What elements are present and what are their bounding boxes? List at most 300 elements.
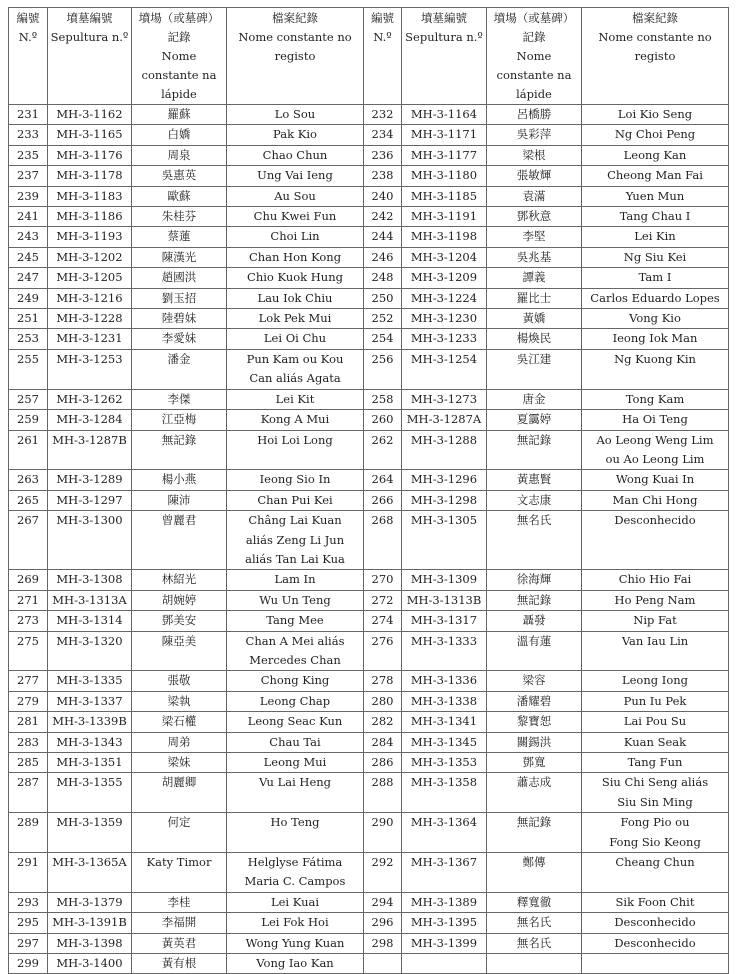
tombstone-name-text: 文志康	[516, 492, 552, 507]
entry-number-text: 256	[371, 351, 394, 366]
header-tombstone-name: 墳場（或墓碑）記錄 Nome constante na lápide	[487, 8, 582, 105]
grave-number-text: MH-3-1209	[410, 270, 478, 285]
grave-number-text: MH-3-1289	[56, 472, 123, 487]
right-grave-number	[402, 892, 487, 912]
right-grave-number	[402, 611, 487, 631]
right-registry-name	[582, 753, 729, 773]
grave-number-text: MH-3-1355	[56, 775, 123, 790]
registry-name-text: Tang Chau I	[619, 209, 691, 224]
right-registry-name	[582, 590, 729, 610]
grave-number-text: MH-3-1389	[410, 894, 478, 909]
right-entry-number	[364, 773, 402, 813]
right-grave-number	[402, 813, 487, 853]
registry-name-text: Chong King	[260, 673, 330, 688]
tombstone-name-text: 鄭傳	[522, 855, 546, 870]
registry-name-text: Loi Kio Seng	[617, 107, 693, 121]
tombstone-name-text: 梁容	[522, 673, 546, 688]
right-entry-number	[364, 470, 402, 490]
registry-name-text: Lei Fok Hoi	[261, 915, 329, 930]
header-grave-number: 墳墓編號 Sepultura n.º	[402, 8, 487, 105]
registry-name-text: Pak Kio	[273, 127, 317, 142]
right-registry-name	[582, 309, 729, 329]
tombstone-name-text: 林紹光	[161, 572, 197, 587]
entry-number-text: 283	[17, 734, 39, 749]
entry-number-text: 235	[17, 147, 39, 162]
entry-number-text: 274	[371, 613, 394, 628]
left-entry-number	[9, 166, 48, 186]
left-entry-number	[9, 105, 48, 125]
left-tombstone-name	[132, 691, 227, 711]
entry-number-text: 277	[17, 673, 39, 688]
registry-name-text: Leong Seac Kun	[247, 714, 343, 729]
left-tombstone-name	[132, 105, 227, 125]
header-registry-name: 檔案紀錄 Nome constante no registo	[582, 8, 729, 105]
right-tombstone-name	[487, 268, 582, 288]
header-grave-number: 墳墓編號 Sepultura n.º	[48, 8, 132, 105]
registry-name-text: Ho Teng	[270, 815, 320, 830]
grave-number-text: MH-3-1287A	[406, 412, 482, 427]
registry-name-text: Leong Chap	[259, 693, 331, 708]
right-grave-number	[402, 105, 487, 125]
left-tombstone-name	[132, 853, 227, 893]
right-tombstone-name	[487, 570, 582, 590]
left-grave-number	[48, 247, 132, 267]
left-entry-number	[9, 933, 48, 953]
tombstone-name-text: 無名氏	[516, 513, 552, 528]
right-tombstone-name	[487, 125, 582, 145]
right-grave-number	[402, 954, 487, 974]
header-registry-name: 檔案紀錄 Nome constante no registo	[227, 8, 364, 105]
grave-number-text: MH-3-1171	[410, 127, 478, 142]
registry-name-text: Vu Lai Heng	[258, 775, 332, 790]
right-entry-number	[364, 813, 402, 853]
entry-number-text: 240	[371, 188, 394, 203]
right-registry-name	[582, 853, 729, 893]
right-tombstone-name	[487, 671, 582, 691]
right-entry-number	[364, 712, 402, 732]
tombstone-name-text: 梁執	[167, 693, 191, 708]
grave-number-text: MH-3-1336	[410, 673, 478, 688]
left-tombstone-name	[132, 309, 227, 329]
grave-number-text: MH-3-1233	[410, 331, 478, 346]
registry-name-text: Desconhecido	[614, 513, 696, 528]
right-entry-number	[364, 892, 402, 912]
grave-number-text: MH-3-1178	[56, 168, 123, 183]
left-registry-name	[227, 349, 364, 389]
registry-name-text: Lei Kuai	[270, 894, 320, 909]
right-tombstone-name	[487, 329, 582, 349]
left-grave-number	[48, 933, 132, 953]
registry-name-text: Desconhecido	[614, 915, 696, 930]
table-row	[9, 853, 729, 893]
right-tombstone-name	[487, 349, 582, 389]
right-entry-number	[364, 349, 402, 389]
grave-number-text: MH-3-1333	[410, 633, 478, 648]
entry-number-text: 289	[17, 815, 39, 830]
left-grave-number	[48, 954, 132, 974]
entry-number-text: 286	[371, 755, 394, 769]
entry-number-text: 272	[371, 592, 394, 607]
left-registry-name	[227, 125, 364, 145]
right-grave-number	[402, 773, 487, 813]
grave-number-text: MH-3-1284	[56, 412, 123, 427]
right-grave-number	[402, 227, 487, 247]
right-entry-number	[364, 631, 402, 671]
left-grave-number	[48, 105, 132, 125]
registry-name-text: Vong Kio	[629, 311, 681, 326]
grave-number-text: MH-3-1253	[56, 351, 123, 366]
registry-name-text: Choi Lin	[270, 229, 320, 244]
left-tombstone-name	[132, 511, 227, 570]
right-entry-number	[364, 511, 402, 570]
registry-page	[8, 7, 728, 974]
grave-registry-table	[8, 7, 729, 974]
tombstone-name-text: 陳沛	[167, 492, 191, 507]
table-row	[9, 753, 729, 773]
left-grave-number	[48, 773, 132, 813]
table-row	[9, 712, 729, 732]
registry-name-text: Chan Hon Kong	[248, 249, 342, 264]
left-tombstone-name	[132, 389, 227, 409]
left-entry-number	[9, 611, 48, 631]
registry-name-text: Leong Iong	[621, 673, 689, 688]
tombstone-name-text: 吳惠英	[161, 168, 197, 183]
entry-number-text: 242	[371, 209, 394, 224]
entry-number-text: 241	[17, 209, 39, 224]
left-tombstone-name	[132, 933, 227, 953]
tombstone-name-text: 張敬	[167, 673, 191, 688]
left-entry-number	[9, 511, 48, 570]
right-entry-number	[364, 125, 402, 145]
grave-number-text: MH-3-1176	[56, 147, 123, 162]
left-tombstone-name	[132, 732, 227, 752]
left-entry-number	[9, 691, 48, 711]
right-entry-number	[364, 933, 402, 953]
entry-number-text: 252	[371, 311, 394, 326]
entry-number-text: 297	[17, 935, 39, 950]
right-grave-number	[402, 570, 487, 590]
tombstone-name-text: 無記錄	[516, 432, 552, 447]
right-entry-number	[364, 732, 402, 752]
registry-name-line: Pun Kam ou Kou	[246, 351, 344, 366]
right-grave-number	[402, 933, 487, 953]
registry-name-text: Lai Pou Su	[623, 714, 687, 729]
right-registry-name	[582, 247, 729, 267]
grave-number-text: MH-3-1202	[56, 249, 123, 264]
grave-number-text: MH-3-1345	[410, 734, 478, 749]
tombstone-name-text: 楊小燕	[161, 472, 197, 487]
left-tombstone-name	[132, 570, 227, 590]
table-row	[9, 227, 729, 247]
registry-name-text: Tong Kam	[625, 391, 685, 406]
grave-number-text: MH-3-1313A	[52, 592, 127, 607]
entry-number-text: 284	[371, 734, 394, 749]
registry-name-line: Helglyse Fátima	[247, 855, 343, 870]
grave-number-text: MH-3-1339B	[52, 714, 127, 729]
left-grave-number	[48, 853, 132, 893]
table-row	[9, 329, 729, 349]
left-registry-name	[227, 309, 364, 329]
left-grave-number	[48, 691, 132, 711]
entry-number-text: 298	[371, 935, 394, 950]
left-registry-name	[227, 268, 364, 288]
tombstone-name-text: 曾麗君	[161, 513, 197, 528]
right-registry-name	[582, 329, 729, 349]
entry-number-text: 290	[371, 815, 394, 830]
left-grave-number	[48, 389, 132, 409]
tombstone-name-text: 釋寬徹	[516, 894, 552, 909]
left-registry-name	[227, 631, 364, 671]
entry-number-text: 254	[371, 331, 394, 346]
right-grave-number	[402, 247, 487, 267]
right-registry-name	[582, 691, 729, 711]
tombstone-name-text: 潘金	[167, 351, 191, 366]
table-row	[9, 631, 729, 671]
left-entry-number	[9, 207, 48, 227]
entry-number-text: 292	[371, 855, 394, 870]
right-grave-number	[402, 732, 487, 752]
right-registry-name	[582, 511, 729, 570]
right-entry-number	[364, 166, 402, 186]
entry-number-text: 281	[17, 714, 39, 729]
left-registry-name	[227, 813, 364, 853]
left-grave-number	[48, 671, 132, 691]
left-tombstone-name	[132, 753, 227, 773]
right-tombstone-name	[487, 186, 582, 206]
entry-number-text: 261	[17, 432, 39, 447]
left-registry-name	[227, 389, 364, 409]
registry-name-text: Chau Tai	[269, 734, 321, 749]
left-grave-number	[48, 268, 132, 288]
entry-number-text: 285	[17, 755, 39, 769]
left-tombstone-name	[132, 430, 227, 470]
left-registry-name	[227, 410, 364, 430]
registry-name-text: Lei Kin	[634, 229, 676, 244]
registry-name-text: Lam In	[274, 572, 316, 587]
registry-name-text: Ung Vai Ieng	[257, 168, 333, 183]
entry-number-text: 276	[371, 633, 394, 648]
right-tombstone-name	[487, 430, 582, 470]
tombstone-name-text: 羅蘇	[167, 107, 191, 121]
grave-number-text: MH-3-1254	[410, 351, 478, 366]
entry-number-text: 239	[17, 188, 39, 203]
left-entry-number	[9, 732, 48, 752]
tombstone-name-text: 朱桂芬	[161, 209, 197, 224]
table-row	[9, 145, 729, 165]
right-entry-number	[364, 105, 402, 125]
left-grave-number	[48, 309, 132, 329]
tombstone-name-text: 無名氏	[516, 935, 552, 950]
tombstone-name-text: 徐海輝	[516, 572, 552, 587]
grave-number-text: MH-3-1273	[410, 391, 478, 406]
left-registry-name	[227, 227, 364, 247]
entry-number-text: 250	[371, 290, 394, 305]
right-entry-number	[364, 410, 402, 430]
header-tombstone-name: 墳場（或墓碑）記錄 Nome constante na lápide	[132, 8, 227, 105]
right-tombstone-name	[487, 166, 582, 186]
right-grave-number	[402, 145, 487, 165]
entry-number-text: 257	[17, 391, 39, 406]
right-grave-number	[402, 349, 487, 389]
entry-number-text: 263	[17, 472, 39, 487]
table-row	[9, 288, 729, 308]
grave-number-text: MH-3-1297	[56, 492, 123, 507]
left-tombstone-name	[132, 186, 227, 206]
tombstone-name-text: 劉玉招	[161, 290, 197, 305]
right-tombstone-name	[487, 389, 582, 409]
left-grave-number	[48, 166, 132, 186]
left-registry-name	[227, 954, 364, 974]
left-registry-name	[227, 570, 364, 590]
registry-name-text: Chan Pui Kei	[257, 492, 333, 507]
right-entry-number	[364, 329, 402, 349]
right-entry-number	[364, 389, 402, 409]
grave-number-text: MH-3-1231	[56, 331, 123, 346]
left-grave-number	[48, 329, 132, 349]
tombstone-name-text: 鄧美安	[161, 613, 197, 628]
entry-number-text: 233	[17, 127, 39, 142]
entry-number-text: 299	[17, 956, 39, 971]
left-registry-name	[227, 186, 364, 206]
left-entry-number	[9, 753, 48, 773]
table-row	[9, 611, 729, 631]
right-entry-number	[364, 145, 402, 165]
right-entry-number	[364, 753, 402, 773]
registry-name-line: Maria C. Campos	[244, 874, 346, 889]
left-grave-number	[48, 892, 132, 912]
registry-name-text: Au Sou	[274, 188, 316, 203]
tombstone-name-text: 歐蘇	[167, 188, 191, 203]
tombstone-name-text: 黃英君	[161, 935, 197, 950]
grave-number-text: MH-3-1183	[56, 188, 123, 203]
left-grave-number	[48, 125, 132, 145]
right-registry-name	[582, 470, 729, 490]
left-registry-name	[227, 933, 364, 953]
left-entry-number	[9, 813, 48, 853]
left-tombstone-name	[132, 590, 227, 610]
right-tombstone-name	[487, 410, 582, 430]
right-registry-name	[582, 570, 729, 590]
table-row	[9, 892, 729, 912]
registry-name-text: Lei Oi Chu	[263, 331, 327, 346]
tombstone-name-text: 蕭志成	[516, 775, 552, 790]
registry-name-line: Fong Pio ou	[620, 815, 690, 830]
left-entry-number	[9, 410, 48, 430]
tombstone-name-text: 蔡蓮	[167, 229, 191, 244]
registry-name-text: Lo Sou	[274, 107, 316, 121]
tombstone-name-text: 張敏輝	[516, 168, 552, 183]
grave-number-text: MH-3-1395	[410, 915, 478, 930]
grave-number-text: MH-3-1400	[56, 956, 123, 971]
table-row	[9, 913, 729, 933]
right-grave-number	[402, 691, 487, 711]
table-row	[9, 933, 729, 953]
registry-name-text: Kuan Seak	[623, 734, 687, 749]
registry-name-text: Tang Fun	[627, 755, 683, 769]
tombstone-name-text: 吳彩萍	[516, 127, 552, 142]
entry-number-text: 294	[371, 894, 394, 909]
table-row	[9, 490, 729, 510]
right-entry-number	[364, 207, 402, 227]
entry-number-text: 258	[371, 391, 394, 406]
right-grave-number	[402, 389, 487, 409]
left-grave-number	[48, 288, 132, 308]
left-entry-number	[9, 125, 48, 145]
left-tombstone-name	[132, 145, 227, 165]
tombstone-name-text: 胡麗卿	[161, 775, 197, 790]
left-grave-number	[48, 753, 132, 773]
left-tombstone-name	[132, 631, 227, 671]
grave-number-text: MH-3-1300	[56, 513, 123, 528]
left-tombstone-name	[132, 329, 227, 349]
grave-number-text: MH-3-1309	[410, 572, 478, 587]
registry-name-text: Chio Hio Fai	[618, 572, 692, 587]
right-entry-number	[364, 954, 402, 974]
right-tombstone-name	[487, 590, 582, 610]
right-entry-number	[364, 611, 402, 631]
registry-name-text: Hoi Loi Long	[257, 432, 333, 447]
left-entry-number	[9, 954, 48, 974]
entry-number-text: 291	[17, 855, 39, 870]
entry-number-text: 238	[371, 168, 394, 183]
right-registry-name	[582, 349, 729, 389]
grave-number-text: MH-3-1198	[410, 229, 478, 244]
entry-number-text: 264	[371, 472, 394, 487]
grave-number-text: MH-3-1191	[410, 209, 478, 224]
registry-name-text: Cheong Man Fai	[607, 168, 703, 183]
left-registry-name	[227, 145, 364, 165]
left-entry-number	[9, 145, 48, 165]
tombstone-name-text: 周弟	[167, 734, 191, 749]
entry-number-text: 279	[17, 693, 39, 708]
left-grave-number	[48, 712, 132, 732]
table-row	[9, 773, 729, 813]
right-registry-name	[582, 268, 729, 288]
table-row	[9, 349, 729, 389]
left-entry-number	[9, 892, 48, 912]
registry-name-line: Siu Chi Seng aliás	[601, 775, 709, 790]
grave-number-text: MH-3-1353	[410, 755, 478, 769]
right-grave-number	[402, 410, 487, 430]
entry-number-text: 288	[371, 775, 394, 790]
tombstone-name-text: 李桂	[167, 894, 191, 909]
left-grave-number	[48, 207, 132, 227]
left-entry-number	[9, 288, 48, 308]
right-grave-number	[402, 288, 487, 308]
registry-name-text: Vong Iao Kan	[256, 956, 334, 971]
tombstone-name-text: 袁滿	[522, 188, 546, 203]
left-entry-number	[9, 268, 48, 288]
left-grave-number	[48, 186, 132, 206]
tombstone-name-text: 江亞梅	[161, 412, 197, 427]
left-grave-number	[48, 430, 132, 470]
table-row	[9, 389, 729, 409]
entry-number-text: 267	[17, 513, 39, 528]
right-tombstone-name	[487, 913, 582, 933]
right-registry-name	[582, 671, 729, 691]
left-entry-number	[9, 773, 48, 813]
grave-number-text: MH-3-1351	[56, 755, 123, 769]
right-tombstone-name	[487, 145, 582, 165]
table-row	[9, 732, 729, 752]
table-row	[9, 813, 729, 853]
registry-name-line: aliás Tan Lai Kua	[245, 551, 345, 566]
registry-name-text: Sik Foon Chit	[615, 894, 695, 909]
right-grave-number	[402, 186, 487, 206]
grave-number-text: MH-3-1308	[56, 572, 123, 587]
left-grave-number	[48, 631, 132, 671]
left-registry-name	[227, 329, 364, 349]
